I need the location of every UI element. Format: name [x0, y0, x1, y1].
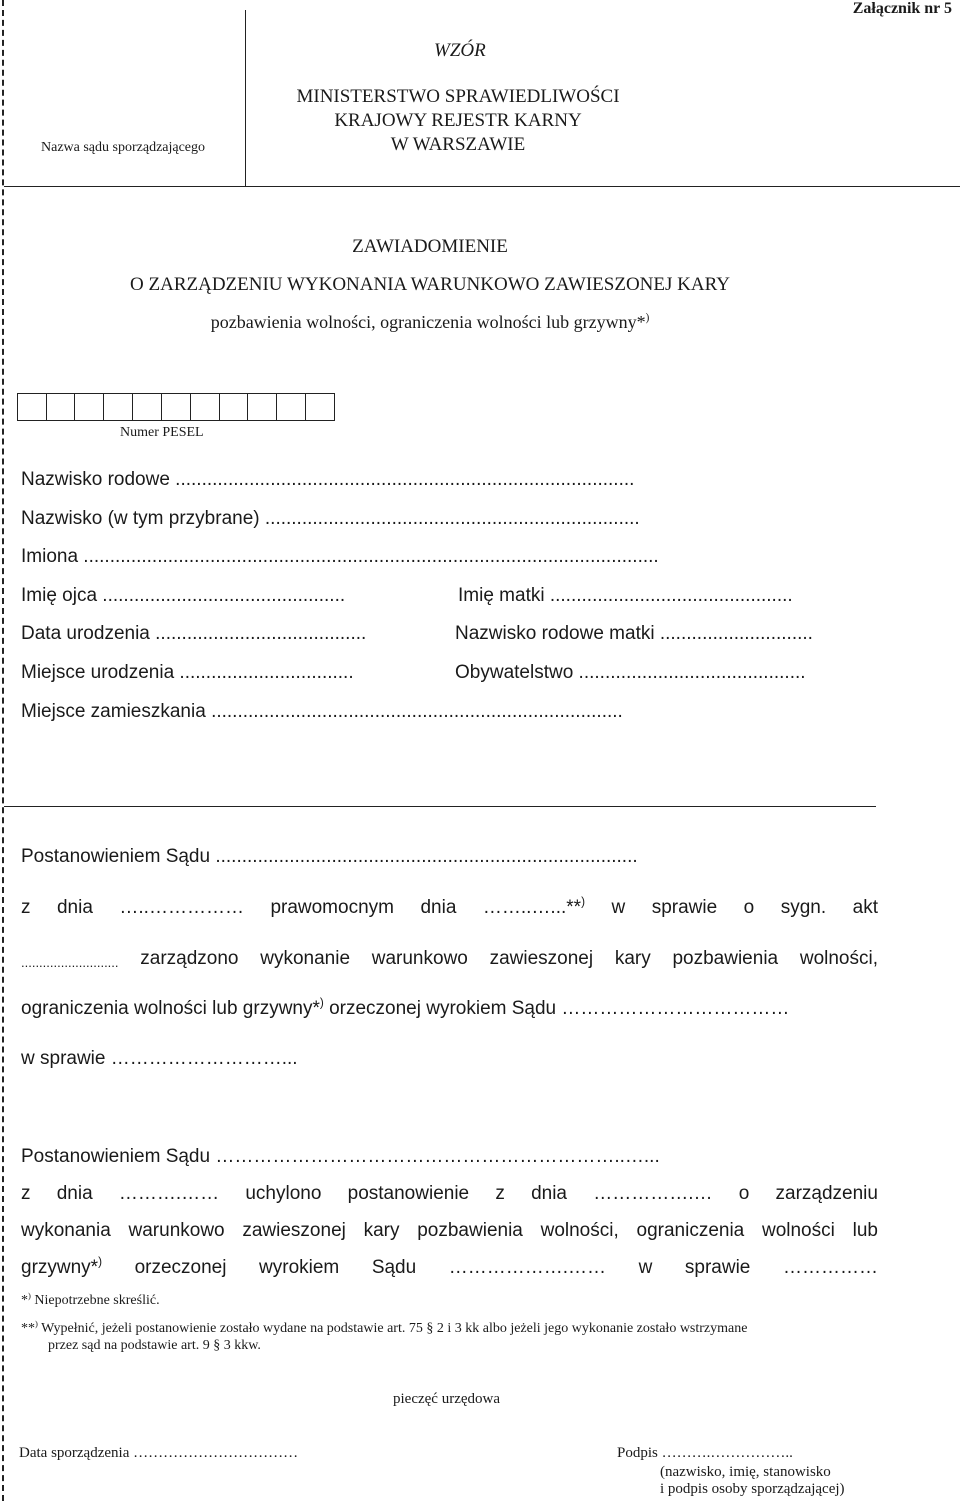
pesel-digit-cell[interactable]: [247, 393, 277, 421]
section2-line-2: z dnia ……….…… uchylono postanowienie z dnia …………….… o zarządzeniu: [21, 1183, 878, 1204]
field-data-urodzenia: Data urodzenia ........................................: [21, 623, 367, 644]
addressee-line-2: KRAJOWY REJESTR KARNY: [334, 110, 582, 131]
addressee-line-1: MINISTERSTWO SPRAWIEDLIWOŚCI: [296, 86, 620, 107]
footnote-ref: ): [645, 312, 650, 324]
title: [0, 234, 860, 298]
field-miejsce-zamieszkania: Miejsce zamieszkania ..............................................................................: [21, 701, 623, 722]
field-obywatelstwo: Obywatelstwo ...........................................: [455, 662, 806, 683]
pesel-digit-cell[interactable]: [74, 393, 104, 421]
wzor-label: WZÓR: [434, 40, 486, 61]
pesel-digit-cell[interactable]: [276, 393, 306, 421]
court-name-box: [4, 10, 246, 187]
field-imiona: Imiona .............................................................................................................: [21, 546, 659, 567]
pesel-digit-cell[interactable]: [103, 393, 133, 421]
section1-line-4: ograniczenia wolności lub grzywny*) orzeczonej wyrokiem Sądu ………………………………: [21, 996, 790, 1019]
pesel-digit-cell[interactable]: [161, 393, 191, 421]
footnote-2: **) Wypełnić, jeżeli postanowienie zostało wydane na podstawie art. 75 § 2 i 3 kk albo jeżeli jego wykonanie zostało wstrzymane: [21, 1318, 748, 1336]
cut-line: [2, 0, 4, 1501]
signature-field: Podpis ……….……………..: [617, 1445, 793, 1461]
section2-postanowieniem: Postanowieniem Sądu ………………………………………………………..…...: [21, 1146, 660, 1167]
pesel-label: Numer PESEL: [120, 425, 204, 440]
section1-line-2: z dnia …..…………… prawomocnym dnia ……..…...**) w sprawie o sygn. akt: [21, 895, 878, 918]
field-imie-matki: Imię matki ..............................................: [458, 585, 793, 606]
title-line-3-text: pozbawienia wolności, ograniczenia wolności lub grzywny*: [210, 312, 646, 332]
field-miejsce-urodzenia: Miejsce urodzenia .................................: [21, 662, 354, 683]
section2-line-4: grzywny*) orzeczonej wyrokiem Sądu ……………….…… w sprawie ……………: [21, 1255, 878, 1278]
pesel-digit-cell[interactable]: [132, 393, 162, 421]
field-nazwisko-rodowe: Nazwisko rodowe .......................................................................................: [21, 469, 635, 490]
title-line-1: ZAWIADOMIENIE: [352, 236, 508, 257]
title-line-3: [0, 312, 860, 333]
signature-note-2: i podpis osoby sporządzającej): [660, 1481, 845, 1497]
section-divider: [4, 806, 876, 807]
stamp-label: pieczęć urzędowa: [393, 1391, 501, 1407]
pesel-digit-cell[interactable]: [46, 393, 76, 421]
field-nazwisko-rodowe-matki: Nazwisko rodowe matki .............................: [455, 623, 813, 644]
field-imie-ojca: Imię ojca ..............................................: [21, 585, 346, 606]
attachment-label: Załącznik nr 5: [852, 0, 952, 17]
header-divider: [4, 186, 960, 187]
footnote-1: *) Niepotrzebne skreślić.: [21, 1290, 160, 1308]
section1-postanowieniem: Postanowieniem Sądu ................................................................................: [21, 846, 638, 867]
date-of-preparation: Data sporządzenia ……………………………: [19, 1445, 299, 1461]
section2-line-3: wykonania warunkowo zawieszonej kary pozbawienia wolności, ograniczenia wolności lub: [21, 1220, 878, 1241]
addressee: [258, 85, 658, 157]
section1-line-5: w sprawie ………………………...: [21, 1048, 298, 1069]
title-line-2: O ZARZĄDZENIU WYKONANIA WARUNKOWO ZAWIESZONEJ KARY: [130, 274, 730, 295]
pesel-input[interactable]: [18, 393, 335, 421]
addressee-line-3: W WARSZAWIE: [390, 134, 526, 155]
footnote-2-continued: przez sąd na podstawie art. 9 § 3 kkw.: [48, 1338, 261, 1353]
pesel-digit-cell[interactable]: [190, 393, 220, 421]
field-nazwisko-przybrane: Nazwisko (w tym przybrane) .......................................................................: [21, 508, 640, 529]
signature-note-1: (nazwisko, imię, stanowisko: [660, 1464, 831, 1480]
pesel-digit-cell[interactable]: [17, 393, 47, 421]
court-name-label: Nazwa sądu sporządzającego: [41, 140, 206, 155]
pesel-digit-cell[interactable]: [219, 393, 249, 421]
section1-line-3: ........................... zarządzono wykonanie warunkowo zawieszonej kary pozbawienia wolności,: [21, 948, 878, 970]
pesel-digit-cell[interactable]: [305, 393, 335, 421]
